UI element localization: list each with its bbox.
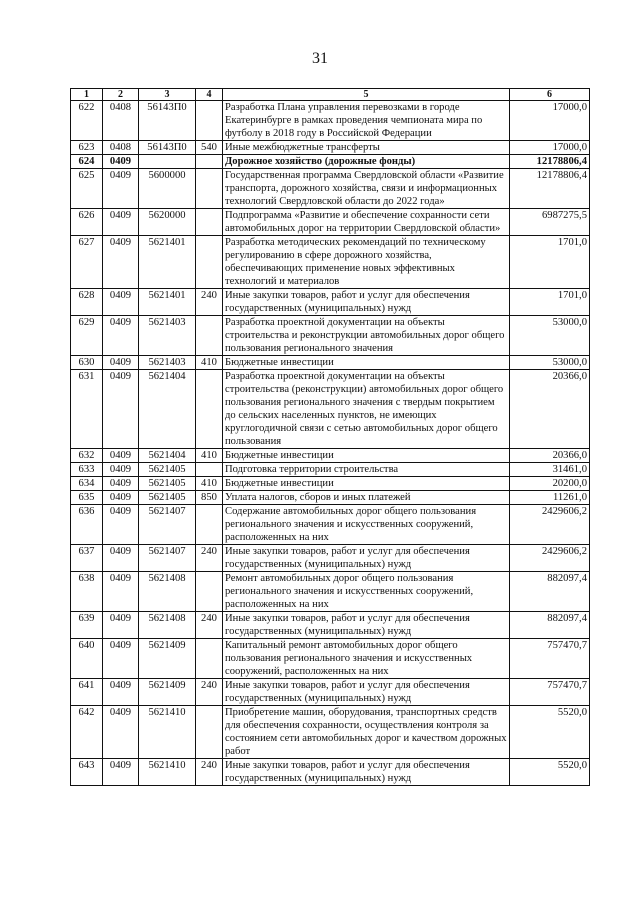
section-code: 0409 (103, 236, 139, 289)
section-code: 0409 (103, 505, 139, 545)
item-name: Государственная программа Свердловской области «Развитие транспорта, дорожного хозяйства, связи и информационных технологий Свердловской области до 2022 года» (223, 169, 510, 209)
table-row (71, 141, 590, 155)
table-row (71, 491, 590, 505)
item-name: Капитальный ремонт автомобильных дорог общего пользования регионального значения и искусственных сооружений, расположенных на них (223, 639, 510, 679)
target-article-code: 5600000 (139, 169, 196, 209)
amount-value: 2429606,2 (510, 545, 590, 572)
row-number: 643 (71, 759, 103, 786)
target-article-code: 56143П0 (139, 101, 196, 141)
amount-value: 53000,0 (510, 316, 590, 356)
expense-type-code: 540 (196, 141, 223, 155)
section-code: 0409 (103, 477, 139, 491)
expense-type-code: 240 (196, 545, 223, 572)
target-article-code: 5620000 (139, 209, 196, 236)
section-code: 0409 (103, 155, 139, 169)
table-row (71, 505, 590, 545)
header-cell: 4 (196, 89, 223, 101)
row-number: 640 (71, 639, 103, 679)
item-name: Подготовка территории строительства (223, 463, 510, 477)
section-code: 0409 (103, 679, 139, 706)
table-row (71, 706, 590, 759)
budget-table (70, 88, 590, 786)
item-name: Разработка проектной документации на объекты строительства (реконструкции) автомобильных дорог общего пользования регионального значения с твердым покрытием до сельских населенных пунктов, не имеющих круглогодичной связи с сетью автомобильных дорог общего пользования (223, 370, 510, 449)
section-code: 0409 (103, 209, 139, 236)
row-number: 637 (71, 545, 103, 572)
item-name: Разработка методических рекомендаций по техническому регулированию в сфере дорожного хозяйства, обеспечивающих применение новых эффективных технологий и материалов (223, 236, 510, 289)
expense-type-code (196, 370, 223, 449)
target-article-code: 5621403 (139, 356, 196, 370)
amount-value: 53000,0 (510, 356, 590, 370)
target-article-code: 56143П0 (139, 141, 196, 155)
table-row (71, 612, 590, 639)
table-row (71, 572, 590, 612)
expense-type-code (196, 236, 223, 289)
expense-type-code (196, 209, 223, 236)
table-row (71, 236, 590, 289)
item-name: Разработка проектной документации на объекты строительства и реконструкции автомобильных дорог общего пользования регионального значения (223, 316, 510, 356)
expense-type-code (196, 316, 223, 356)
item-name: Иные закупки товаров, работ и услуг для обеспечения государственных (муниципальных) нужд (223, 545, 510, 572)
row-number: 632 (71, 449, 103, 463)
section-code: 0409 (103, 572, 139, 612)
amount-value: 31461,0 (510, 463, 590, 477)
section-code: 0409 (103, 316, 139, 356)
target-article-code: 5621405 (139, 463, 196, 477)
item-name: Приобретение машин, оборудования, транспортных средств для обеспечения сохранности, осуществления контроля за состоянием сети автомобильных дорог и качеством дорожных работ (223, 706, 510, 759)
amount-value: 882097,4 (510, 572, 590, 612)
expense-type-code (196, 505, 223, 545)
header-cell: 5 (223, 89, 510, 101)
item-name: Бюджетные инвестиции (223, 449, 510, 463)
expense-type-code: 410 (196, 449, 223, 463)
row-number: 623 (71, 141, 103, 155)
table-row (71, 316, 590, 356)
item-name: Содержание автомобильных дорог общего пользования регионального значения и искусственных сооружений, расположенных на них (223, 505, 510, 545)
table-body (71, 101, 590, 786)
target-article-code (139, 155, 196, 169)
section-code: 0409 (103, 169, 139, 209)
target-article-code: 5621404 (139, 449, 196, 463)
item-name: Иные закупки товаров, работ и услуг для обеспечения государственных (муниципальных) нужд (223, 679, 510, 706)
amount-value: 5520,0 (510, 706, 590, 759)
table-row (71, 449, 590, 463)
amount-value: 11261,0 (510, 491, 590, 505)
row-number: 631 (71, 370, 103, 449)
row-number: 626 (71, 209, 103, 236)
amount-value: 20366,0 (510, 449, 590, 463)
expense-type-code: 240 (196, 679, 223, 706)
row-number: 629 (71, 316, 103, 356)
expense-type-code (196, 155, 223, 169)
item-name: Дорожное хозяйство (дорожные фонды) (223, 155, 510, 169)
item-name: Бюджетные инвестиции (223, 477, 510, 491)
table-row (71, 679, 590, 706)
table-row (71, 209, 590, 236)
expense-type-code: 240 (196, 289, 223, 316)
expense-type-code (196, 706, 223, 759)
expense-type-code (196, 572, 223, 612)
section-code: 0409 (103, 706, 139, 759)
target-article-code: 5621409 (139, 679, 196, 706)
table-row (71, 289, 590, 316)
target-article-code: 5621401 (139, 236, 196, 289)
target-article-code: 5621403 (139, 316, 196, 356)
expense-type-code: 410 (196, 356, 223, 370)
row-number: 630 (71, 356, 103, 370)
expense-type-code: 410 (196, 477, 223, 491)
row-number: 639 (71, 612, 103, 639)
table-header-row (71, 89, 590, 101)
target-article-code: 5621408 (139, 572, 196, 612)
row-number: 622 (71, 101, 103, 141)
amount-value: 12178806,4 (510, 155, 590, 169)
amount-value: 6987275,5 (510, 209, 590, 236)
section-code: 0409 (103, 639, 139, 679)
table-row (71, 370, 590, 449)
section-code: 0409 (103, 491, 139, 505)
section-code: 0409 (103, 370, 139, 449)
table-row (71, 356, 590, 370)
row-number: 641 (71, 679, 103, 706)
amount-value: 882097,4 (510, 612, 590, 639)
row-number: 636 (71, 505, 103, 545)
target-article-code: 5621410 (139, 759, 196, 786)
amount-value: 5520,0 (510, 759, 590, 786)
table-row (71, 477, 590, 491)
header-cell: 3 (139, 89, 196, 101)
expense-type-code (196, 169, 223, 209)
expense-type-code: 240 (196, 759, 223, 786)
amount-value: 20366,0 (510, 370, 590, 449)
page-number: 31 (312, 50, 328, 67)
row-number: 634 (71, 477, 103, 491)
row-number: 628 (71, 289, 103, 316)
amount-value: 757470,7 (510, 639, 590, 679)
section-code: 0409 (103, 289, 139, 316)
target-article-code: 5621409 (139, 639, 196, 679)
row-number: 638 (71, 572, 103, 612)
amount-value: 17000,0 (510, 141, 590, 155)
section-code: 0408 (103, 141, 139, 155)
section-code: 0409 (103, 449, 139, 463)
table-row (71, 463, 590, 477)
item-name: Иные закупки товаров, работ и услуг для обеспечения государственных (муниципальных) нужд (223, 289, 510, 316)
expense-type-code: 240 (196, 612, 223, 639)
target-article-code: 5621407 (139, 505, 196, 545)
target-article-code: 5621408 (139, 612, 196, 639)
table-row (71, 155, 590, 169)
item-name: Бюджетные инвестиции (223, 356, 510, 370)
amount-value: 2429606,2 (510, 505, 590, 545)
item-name: Разработка Плана управления перевозками в городе Екатеринбурге в рамках проведения чемпионата мира по футболу в 2018 году в Российской Федерации (223, 101, 510, 141)
header-cell: 6 (510, 89, 590, 101)
target-article-code: 5621404 (139, 370, 196, 449)
table-row (71, 101, 590, 141)
table-row (71, 639, 590, 679)
section-code: 0408 (103, 101, 139, 141)
item-name: Уплата налогов, сборов и иных платежей (223, 491, 510, 505)
section-code: 0409 (103, 612, 139, 639)
table-row (71, 759, 590, 786)
amount-value: 17000,0 (510, 101, 590, 141)
section-code: 0409 (103, 759, 139, 786)
expense-type-code (196, 101, 223, 141)
header-cell: 1 (71, 89, 103, 101)
amount-value: 1701,0 (510, 236, 590, 289)
expense-type-code (196, 463, 223, 477)
row-number: 627 (71, 236, 103, 289)
expense-type-code: 850 (196, 491, 223, 505)
item-name: Ремонт автомобильных дорог общего пользования регионального значения и искусственных сооружений, расположенных на них (223, 572, 510, 612)
amount-value: 12178806,4 (510, 169, 590, 209)
item-name: Подпрограмма «Развитие и обеспечение сохранности сети автомобильных дорог на территории Свердловской области» (223, 209, 510, 236)
row-number: 642 (71, 706, 103, 759)
item-name: Иные межбюджетные трансферты (223, 141, 510, 155)
row-number: 625 (71, 169, 103, 209)
target-article-code: 5621401 (139, 289, 196, 316)
amount-value: 20200,0 (510, 477, 590, 491)
header-cell: 2 (103, 89, 139, 101)
row-number: 624 (71, 155, 103, 169)
amount-value: 1701,0 (510, 289, 590, 316)
section-code: 0409 (103, 463, 139, 477)
table-row (71, 545, 590, 572)
row-number: 633 (71, 463, 103, 477)
target-article-code: 5621405 (139, 491, 196, 505)
amount-value: 757470,7 (510, 679, 590, 706)
row-number: 635 (71, 491, 103, 505)
table-row (71, 169, 590, 209)
item-name: Иные закупки товаров, работ и услуг для обеспечения государственных (муниципальных) нужд (223, 612, 510, 639)
section-code: 0409 (103, 545, 139, 572)
target-article-code: 5621405 (139, 477, 196, 491)
section-code: 0409 (103, 356, 139, 370)
target-article-code: 5621407 (139, 545, 196, 572)
expense-type-code (196, 639, 223, 679)
item-name: Иные закупки товаров, работ и услуг для обеспечения государственных (муниципальных) нужд (223, 759, 510, 786)
target-article-code: 5621410 (139, 706, 196, 759)
